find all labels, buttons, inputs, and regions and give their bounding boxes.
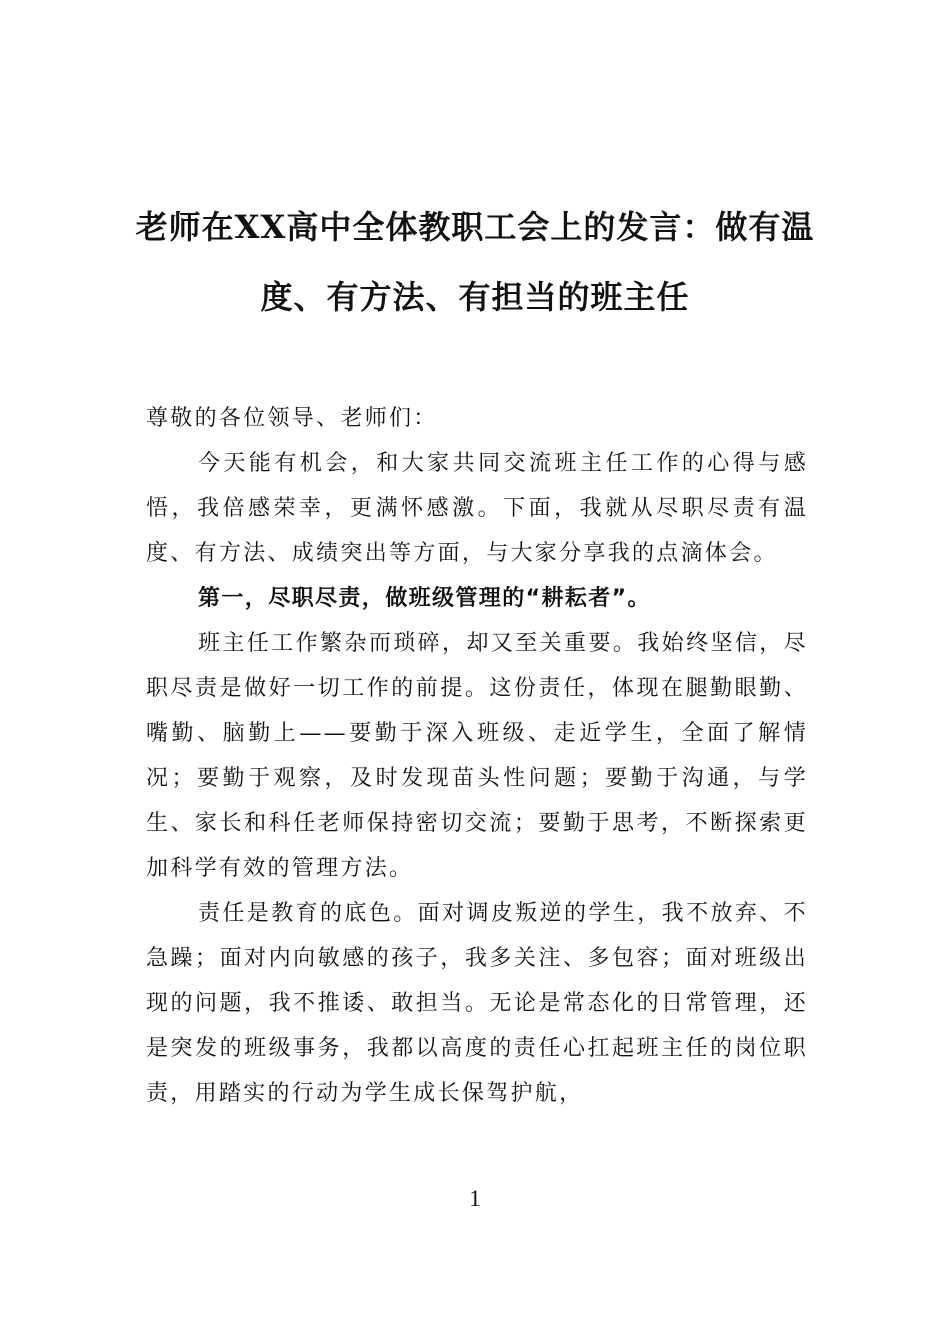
paragraph-intro: 今天能有机会，和大家共同交流班主任工作的心得与感悟，我倍感荣幸，更满怀感激。下面，我就从尽职尽责有温度、有方法、成绩突出等方面，与大家分享我的点滴体会。	[146, 451, 808, 566]
paragraph-responsibility: 班主任工作繁杂而琐碎，却又至关重要。我始终坚信，尽职尽责是做好一切工作的前提。这份责任，体现在腿勤眼勤、嘴勤、脑勤上——要勤于深入班级、走近学生，全面了解情况；要勤于观察，及时发现苗头性问题；要勤于沟通，与学生、家长和科任老师保持密切交流；要勤于思考，不断探索更加科学有效的管理方法。	[146, 631, 808, 881]
page-number: 1	[469, 1186, 481, 1211]
paragraph-duty: 责任是教育的底色。面对调皮叛逆的学生，我不放弃、不急躁；面对内向敏感的孩子，我多关注、多包容；面对班级出现的问题，我不推诿、敢担当。无论是常态化的日常管理，还是突发的班级事务，我都以高度的责任心扛起班主任的岗位职责，用踏实的行动为学生成长保驾护航，	[146, 901, 808, 1106]
salutation: 尊敬的各位领导、老师们：	[146, 406, 438, 431]
section-heading-1: 第一，尽职尽责，做班级管理的“耕耘者”。	[198, 586, 651, 611]
document-body	[146, 396, 808, 1116]
document-title: 老师在XX高中全体教职工会上的发言：做有温度、有方法、有担当的班主任	[135, 208, 815, 316]
